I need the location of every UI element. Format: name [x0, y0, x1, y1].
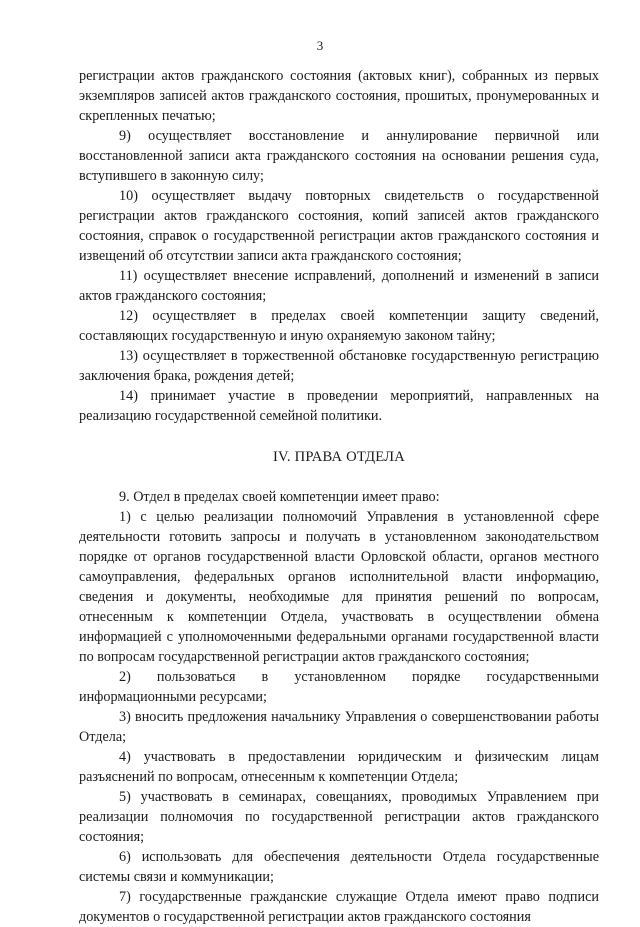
right-item-6: 6) использовать для обеспечения деятельности Отдела государственные системы связи и коммуникации;	[79, 849, 599, 885]
paragraph-continued: регистрации актов гражданского состояния (актовых книг), собранных из первых экземпляров записей актов гражданского состояния, прошитых, пронумерованных и скрепленных печатью;	[79, 68, 599, 124]
list-item-11: 11) осуществляет внесение исправлений, дополнений и изменений в записи актов гражданского состояния;	[79, 268, 599, 304]
right-item-5: 5) участвовать в семинарах, совещаниях, проводимых Управлением при реализации полномочия по государственной регистрации актов гражданского состояния;	[79, 789, 599, 845]
section-heading: IV. ПРАВА ОТДЕЛА	[273, 449, 405, 465]
right-item-3: 3) вносить предложения начальнику Управления о совершенствовании работы Отдела;	[79, 709, 599, 745]
list-item-12: 12) осуществляет в пределах своей компетенции защиту сведений, составляющих государственную и иную охраняемую законом тайну;	[79, 308, 599, 344]
right-item-4: 4) участвовать в предоставлении юридическим и физическим лицам разъяснений по вопросам, отнесенным к компетенции Отдела;	[79, 749, 599, 785]
page-number: 3	[316, 38, 324, 53]
clause-9-intro: 9. Отдел в пределах своей компетенции имеет право:	[119, 489, 440, 505]
right-item-7: 7) государственные гражданские служащие Отдела имеют право подписи документов о государственной регистрации актов гражданского состояния	[79, 889, 599, 925]
right-item-2: 2) пользоваться в установленном порядке государственными информационными ресурсами;	[79, 669, 599, 705]
list-item-10: 10) осуществляет выдачу повторных свидетельств о государственной регистрации актов гражданского состояния, копий записей актов гражданского состояния, справок о государственной регистрации актов гражданского состояния и извещений об отсутствии записи акта гражданского состояния;	[79, 188, 599, 264]
list-item-14: 14) принимает участие в проведении мероприятий, направленных на реализацию государственной семейной политики.	[79, 388, 599, 424]
list-item-9: 9) осуществляет восстановление и аннулирование первичной или восстановленной записи акта гражданского состояния на основании решения суда, вступившего в законную силу;	[79, 128, 599, 184]
list-item-13: 13) осуществляет в торжественной обстановке государственную регистрацию заключения брака, рождения детей;	[79, 348, 599, 384]
right-item-1: 1) с целью реализации полномочий Управления в установленной сфере деятельности готовить запросы и получать в установленном законодательством порядке от органов государственной власти Орловской области, органов местного самоуправления, федеральных органов исполнительной власти информацию, сведения и документы, необходимые для принятия решений по вопросам, отнесенным к компетенции Отдела, участвовать в осуществлении обмена информацией с уполномоченными федеральными органами государственной власти по вопросам государственной регистрации актов гражданского состояния;	[79, 509, 599, 665]
document-body	[79, 66, 599, 927]
